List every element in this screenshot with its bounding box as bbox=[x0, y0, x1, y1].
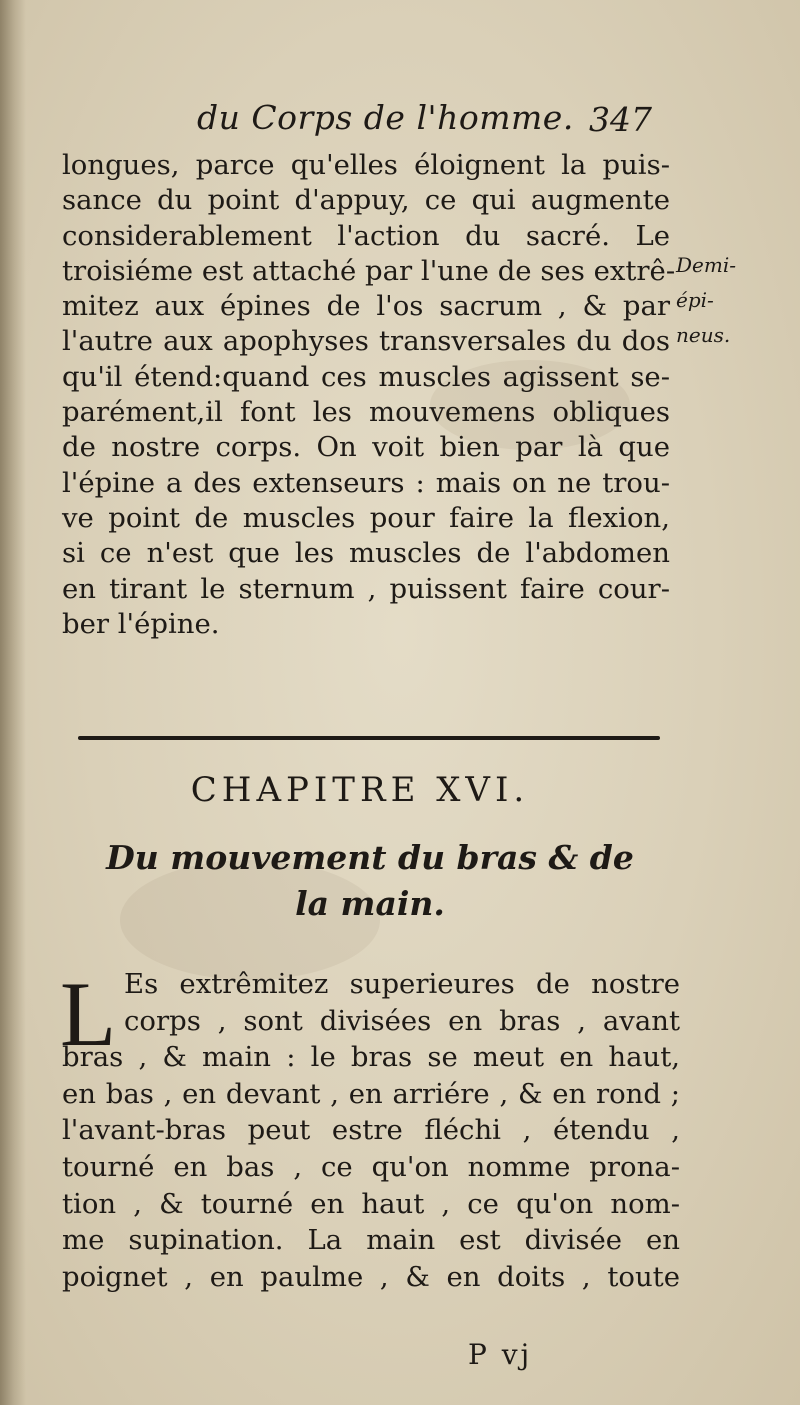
section-divider bbox=[78, 736, 660, 740]
text-line: en bas , en devant , en arriére , & en rond ; bbox=[62, 1077, 680, 1110]
subtitle-line: Du mouvement du bras & de bbox=[106, 838, 634, 877]
page-number: 347 bbox=[589, 100, 652, 139]
text-line: si ce n'est que les muscles de l'abdomen bbox=[62, 537, 670, 570]
text-line: qu'il étend:quand ces muscles agissent se- bbox=[62, 360, 670, 393]
text-line: l'épine a des extenseurs : mais on ne trou- bbox=[62, 466, 670, 499]
subtitle-line: la main. bbox=[295, 884, 445, 923]
text-line: ve point de muscles pour faire la flexion, bbox=[62, 501, 670, 534]
margin-note-line: Demi- bbox=[676, 253, 736, 277]
text-line: mitez aux épines de l'os sacrum , & par bbox=[62, 290, 670, 323]
margin-note-line: épi- bbox=[676, 288, 714, 312]
signature-mark: P vj bbox=[468, 1338, 533, 1371]
margin-note bbox=[676, 248, 736, 353]
drop-cap: L bbox=[60, 963, 117, 1065]
text-line: considerablement l'action du sacré. Le bbox=[62, 219, 670, 252]
chapter-subtitle bbox=[80, 835, 660, 927]
text-line: troisiéme est attaché par l'une de ses extrê- bbox=[62, 254, 676, 287]
text-line: Es extrêmitez superieures de nostre bbox=[124, 968, 680, 1000]
page-header bbox=[0, 98, 800, 142]
margin-note-line: neus. bbox=[676, 323, 731, 347]
text-line: bras , & main : le bras se meut en haut, bbox=[62, 1041, 680, 1074]
paragraph-continued bbox=[62, 148, 676, 642]
text-line: parément,il font les mouvemens obliques bbox=[62, 396, 670, 429]
text-line: sance du point d'appuy, ce qui augmente bbox=[62, 184, 670, 217]
text-line: de nostre corps. On voit bien par là que bbox=[62, 431, 670, 464]
text-line: l'avant-bras peut estre fléchi , étendu , bbox=[62, 1114, 680, 1147]
text-line: ber l'épine. bbox=[62, 607, 220, 640]
text-line: poignet , en paulme , & en doits , toute bbox=[62, 1260, 680, 1293]
running-title: du Corps de l'homme. bbox=[197, 98, 574, 137]
chapter-title: CHAPITRE XVI. bbox=[190, 770, 530, 810]
text-line: tourné en bas , ce qu'on nomme prona- bbox=[62, 1150, 680, 1183]
text-line: tion , & tourné en haut , ce qu'on nom- bbox=[62, 1187, 680, 1220]
text-line: en tirant le sternum , puissent faire cour- bbox=[62, 572, 670, 605]
text-line: l'autre aux apophyses transversales du dos bbox=[62, 325, 670, 358]
chapter-paragraph bbox=[60, 963, 680, 1295]
text-line: me supination. La main est divisée en bbox=[62, 1224, 680, 1257]
text-line: longues, parce qu'elles éloignent la puis- bbox=[62, 149, 670, 181]
text-line: corps , sont divisées en bras , avant bbox=[124, 1004, 680, 1037]
